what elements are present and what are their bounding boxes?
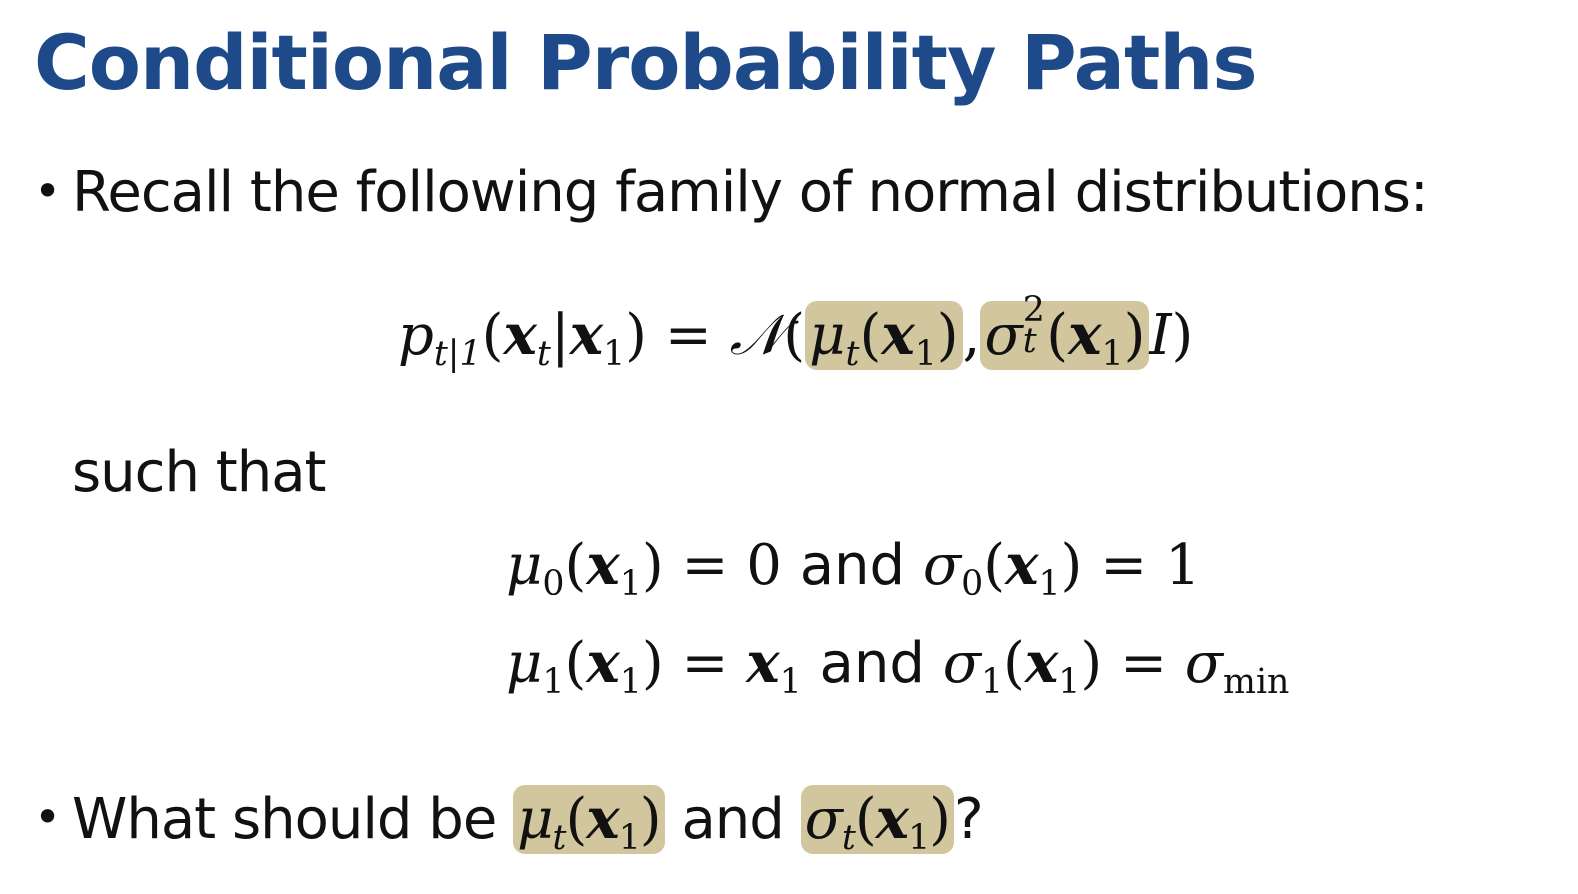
eq-sigma-x1-sub: 1 [1101,334,1124,375]
q-mu-x1-sub: 1 [618,818,640,859]
q-mu-sub: t [552,818,566,859]
bullet-2-prefix: What should be [72,787,497,852]
eq-normal-close: ) [1171,303,1194,368]
c1-x1: x [586,532,620,598]
c2-rhs-x: x [746,630,780,696]
q-mu-close: ) [639,787,661,852]
c1-and: and [799,533,906,598]
c1-close: ) [641,533,664,598]
eq-sigma-sub: t [1022,321,1037,362]
eq-normal-open: ( [783,303,806,368]
q-mu-open: ( [565,787,587,852]
highlight-mean [805,301,963,375]
eq-paren-close: ) [625,303,648,368]
bullet-2-suffix: ? [954,787,983,852]
c2-sigma-close: ) [1080,631,1103,696]
eq-sigma-x1: x [1068,302,1102,368]
c1-x1-sub: 1 [619,564,642,605]
bullet-1-text: Recall the following family of normal distributions: [72,160,1428,225]
bullet-2-math-2 [801,785,954,859]
eq-xt-sub: t [536,334,551,375]
eq-mu-close: ) [936,303,959,368]
c1-mu: μ [506,533,543,598]
q-sigma-x1: x [875,786,909,852]
c1-mu-sub: 0 [542,564,565,605]
c2-mu: μ [506,631,543,696]
bullet-2: • [34,790,62,844]
c1-sigma-equals: = [1100,533,1148,598]
c2-close: ) [641,631,664,696]
c1-sigma-x1-sub: 1 [1038,564,1061,605]
eq-xt: x [503,302,537,368]
eq-x1: x [569,302,604,368]
c1-rhs: 0 [746,533,782,598]
eq-mu-x1: x [881,302,915,368]
page-title: Conditional Probability Paths [34,18,1257,107]
eq-p: p [398,303,434,368]
c2-x1-sub: 1 [619,662,642,703]
eq-sigma-open: ( [1046,303,1069,368]
highlight-variance [980,289,1149,375]
eq-sigma: σ [984,303,1023,368]
eq-mu: μ [809,303,846,368]
bullet-1: • [34,164,62,218]
c1-sigma-rhs: 1 [1164,533,1201,598]
eq-mu-sub: t [845,334,860,375]
c1-equals: = [681,533,729,598]
q-sigma-close: ) [929,787,951,852]
q-sigma-open: ( [854,787,876,852]
c2-equals: = [681,631,729,696]
highlight-mean-question [513,785,665,859]
q-mu: μ [517,787,553,852]
condition-line-1 [506,532,1201,605]
c2-sigma-min-sub: min [1223,662,1290,703]
c1-sigma-close: ) [1060,533,1083,598]
c2-and: and [819,631,925,696]
eq-sigma-sup: 2 [1022,289,1045,330]
c2-sigma-open: ( [1003,631,1025,696]
c2-mu-sub: 1 [542,662,565,703]
condition-line-2 [506,630,1290,703]
c2-open: ( [564,631,587,696]
eq-sigma-close: ) [1123,303,1146,368]
eq-normal-symbol: 𝒩 [729,303,784,368]
eq-comma: , [962,303,981,368]
c2-sigma: σ [942,631,981,696]
such-that-text: such that [72,440,326,505]
c1-sigma-sub: 0 [961,564,984,605]
eq-mu-open: ( [859,303,882,368]
equation-normal-family [398,289,1194,375]
q-sigma-sub: t [841,818,855,859]
q-sigma: σ [804,787,842,852]
c2-sigma-sub: 1 [980,662,1004,703]
c1-sigma: σ [922,533,962,598]
eq-x1-sub: 1 [603,334,626,375]
eq-equals: = [664,303,712,368]
eq-p-sub: t|1 [433,334,482,375]
eq-paren-open: ( [481,303,504,368]
c2-x1: x [586,630,620,696]
highlight-sigma-question [801,785,954,859]
c2-sigma-x1-sub: 1 [1058,662,1081,703]
q-mu-x1: x [586,786,619,852]
c2-sigma-x1: x [1024,630,1059,696]
eq-bar: | [550,303,570,368]
bullet-2-text [72,786,983,859]
q-sigma-x1-sub: 1 [908,818,930,859]
c1-sigma-open: ( [983,533,1006,598]
c2-sigma-min: σ [1184,631,1224,696]
eq-identity: I [1149,303,1172,368]
c2-rhs-sub: 1 [779,662,802,703]
c1-open: ( [564,533,587,598]
c2-sigma-equals: = [1120,631,1167,696]
eq-mu-x1-sub: 1 [914,334,937,375]
bullet-2-math [513,785,665,859]
bullet-2-and: and [681,787,784,852]
c1-sigma-x1: x [1005,532,1039,598]
